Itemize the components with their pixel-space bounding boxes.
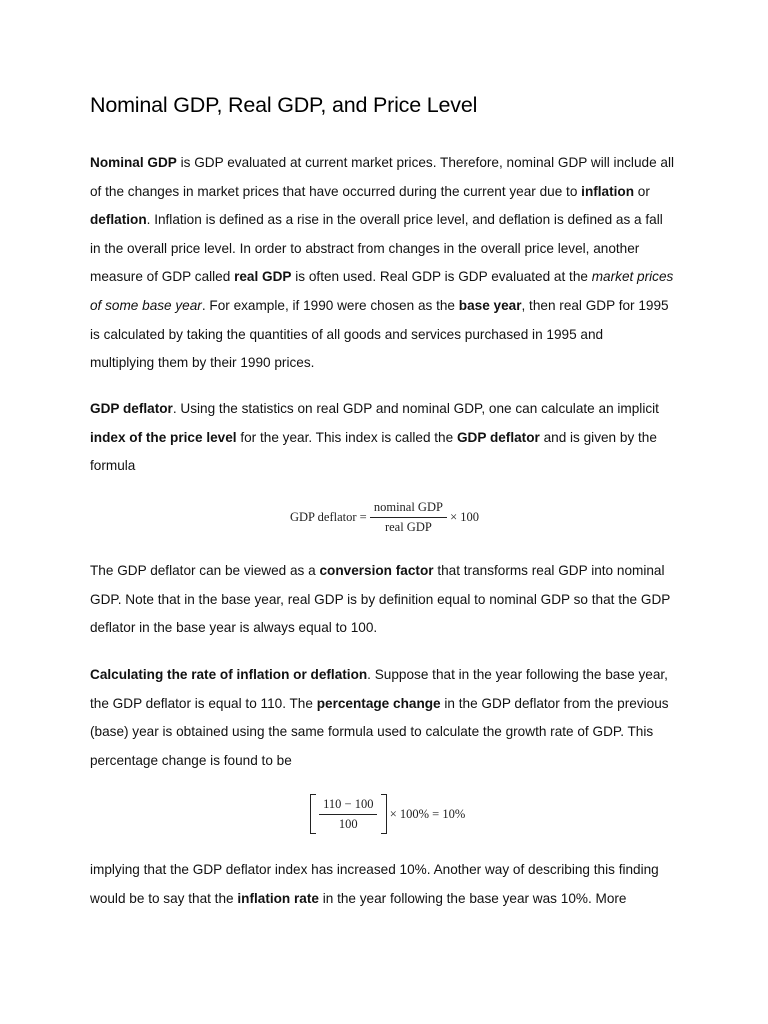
text-line [90, 563, 665, 579]
text-run: The GDP deflator can be viewed as a [90, 563, 320, 578]
term-real-gdp: real GDP [234, 269, 292, 285]
formula-left-bracket [310, 794, 316, 834]
formula-numerator: 110 − 100 [319, 797, 377, 815]
text-line [90, 155, 674, 171]
term-gdp-deflator: GDP deflator [90, 401, 173, 416]
formula-numerator: nominal GDP [370, 500, 447, 518]
text-line [90, 298, 669, 314]
text-run: . For example, if 1990 were chosen as the [201, 298, 459, 313]
formula-lhs: GDP deflator = [290, 510, 367, 524]
text-line [90, 724, 653, 740]
text-line [90, 753, 292, 769]
text-run: (base) year is obtained using the same formula used to calculate the growth rate of GDP. This [90, 724, 654, 739]
text-run: formula [90, 458, 136, 473]
term-inflation-rate: inflation rate [237, 890, 319, 906]
text-run: of the changes in market prices that have occurred during the current year due to [90, 183, 582, 199]
text-run: the GDP deflator is equal to 110. The [90, 695, 317, 711]
term-calculating-rate: Calculating the rate of inflation or deflation [90, 667, 368, 682]
term-nominal-gdp: Nominal GDP [90, 155, 177, 170]
text-run: . Inflation is defined as a rise in the overall price level, and deflation is defined as a fall [146, 212, 663, 228]
text-line [90, 430, 657, 446]
formula-denominator: real GDP [384, 520, 432, 534]
text-line [90, 592, 670, 608]
text-run: measure of GDP called [90, 269, 235, 285]
emphasis-market-prices: market prices [591, 269, 674, 285]
text-line [90, 696, 669, 712]
text-run: multiplying them by their 1990 prices. [90, 355, 315, 371]
text-run: would be to say that the [90, 890, 238, 906]
text-line [90, 891, 627, 907]
term-percentage-change: percentage change [316, 695, 441, 711]
text-run: in the overall price level. In order to abstract from changes in the overall price level, another [90, 240, 640, 256]
text-run: in the year following the base year was 10%. More [318, 890, 627, 906]
formula-rhs: × 100 [450, 510, 480, 524]
formula-fraction [319, 797, 377, 832]
formula-denominator: 100 [338, 816, 358, 831]
text-line [90, 241, 639, 257]
page-title: Nominal GDP, Real GDP, and Price Level [90, 93, 478, 117]
text-line [90, 862, 659, 878]
term-deflation: deflation [90, 212, 147, 228]
text-line [90, 355, 314, 371]
text-run: that transforms real GDP into nominal [433, 563, 665, 578]
text-line [90, 667, 668, 683]
text-run: and is given by the [539, 429, 657, 445]
formula-fraction [370, 500, 447, 535]
emphasis-base-year: of some base year [90, 298, 202, 313]
text-line [90, 458, 135, 474]
text-run: . Suppose that in the year following the base year, [367, 667, 668, 682]
term-conversion-factor: conversion factor [319, 563, 434, 578]
text-run: in the GDP deflator from the previous [440, 695, 669, 711]
formula-rhs: × 100% = 10% [389, 806, 466, 821]
text-run: deflator in the base year is always equal to 100. [90, 620, 378, 635]
text-run: percentage change is found to be [90, 752, 292, 768]
term-price-level-index: index of the price level [90, 429, 237, 445]
text-run: . Using the statistics on real GDP and nominal GDP, one can calculate an implicit [172, 401, 659, 416]
text-line [90, 401, 659, 417]
formula-gdp-deflator [290, 500, 479, 535]
text-run: or [634, 183, 650, 199]
term-gdp-deflator: GDP deflator [456, 429, 540, 445]
text-run: is calculated by taking the quantities of all goods and services purchased in 1995 and [90, 326, 604, 342]
formula-percentage-change [310, 794, 465, 834]
text-run: is GDP evaluated at current market prices. Therefore, nominal GDP will include all [176, 155, 675, 170]
text-line [90, 212, 663, 228]
text-run: is often used. Real GDP is GDP evaluated at the [291, 269, 592, 285]
formula-right-bracket [381, 794, 387, 834]
term-inflation: inflation [581, 183, 635, 199]
text-run: GDP. Note that in the base year, real GDP is by definition equal to nominal GDP so that the GDP [90, 591, 671, 607]
text-line [90, 184, 650, 200]
text-line [90, 327, 603, 343]
text-line [90, 269, 673, 285]
text-run: implying that the GDP deflator index has increased 10%. Another way of describing this finding [90, 862, 659, 877]
text-line [90, 620, 377, 636]
text-run: , then real GDP for 1995 [521, 298, 669, 313]
text-run: for the year. This index is called the [236, 429, 457, 445]
term-base-year: base year [458, 298, 522, 313]
